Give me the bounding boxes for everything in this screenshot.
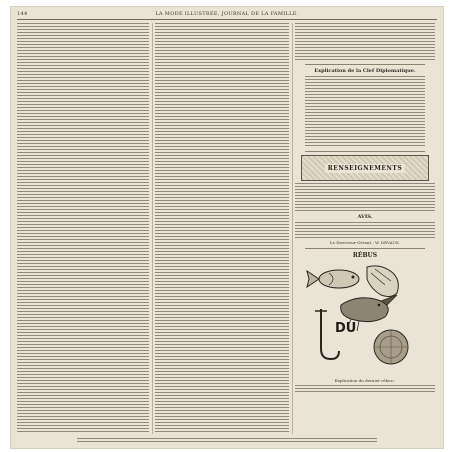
avis-text [295, 222, 435, 238]
rebus-drawing [301, 259, 429, 377]
text-column-3 [295, 23, 435, 434]
renseignements-text [295, 183, 435, 211]
column-3-continued-text [295, 23, 435, 61]
imprint-line [17, 438, 437, 444]
avis-title: AVIS. [357, 214, 373, 220]
section-separator [305, 248, 425, 249]
claw-icon [367, 266, 398, 297]
imprint-text [77, 438, 377, 442]
page-number: 144 [17, 11, 28, 17]
section-separator [305, 64, 425, 65]
header-rule [17, 19, 437, 20]
journal-title: LA MODE ILLUSTRÉE, JOURNAL DE LA FAMILLE. [155, 11, 299, 17]
column-divider [152, 23, 153, 434]
text-column-2 [155, 23, 289, 434]
column-1-body-text [17, 23, 149, 434]
rebus-du-text: DU [335, 321, 357, 336]
poem-text [295, 76, 435, 148]
rebus-caption: Explication du dernier rébus : [334, 378, 396, 383]
rebus-title: RÉBUS [352, 252, 378, 259]
poem-title: Explication de la Clef Diplomatique. [314, 68, 416, 74]
rebus-illustration [301, 259, 429, 377]
gerant-line: Le Directeur-Gérant : W. DEVAUX. [329, 240, 401, 245]
rebus-explanation-text [295, 385, 435, 393]
renseignements-banner [301, 155, 429, 181]
text-column-1 [17, 23, 149, 434]
column-2-body-text [155, 23, 289, 434]
banner-label: RENSEIGNEMENTS [325, 164, 405, 173]
column-divider [292, 23, 293, 434]
globe-icon [374, 330, 408, 364]
section-separator [305, 151, 425, 152]
magazine-page [10, 6, 444, 449]
fish-icon [307, 270, 359, 288]
